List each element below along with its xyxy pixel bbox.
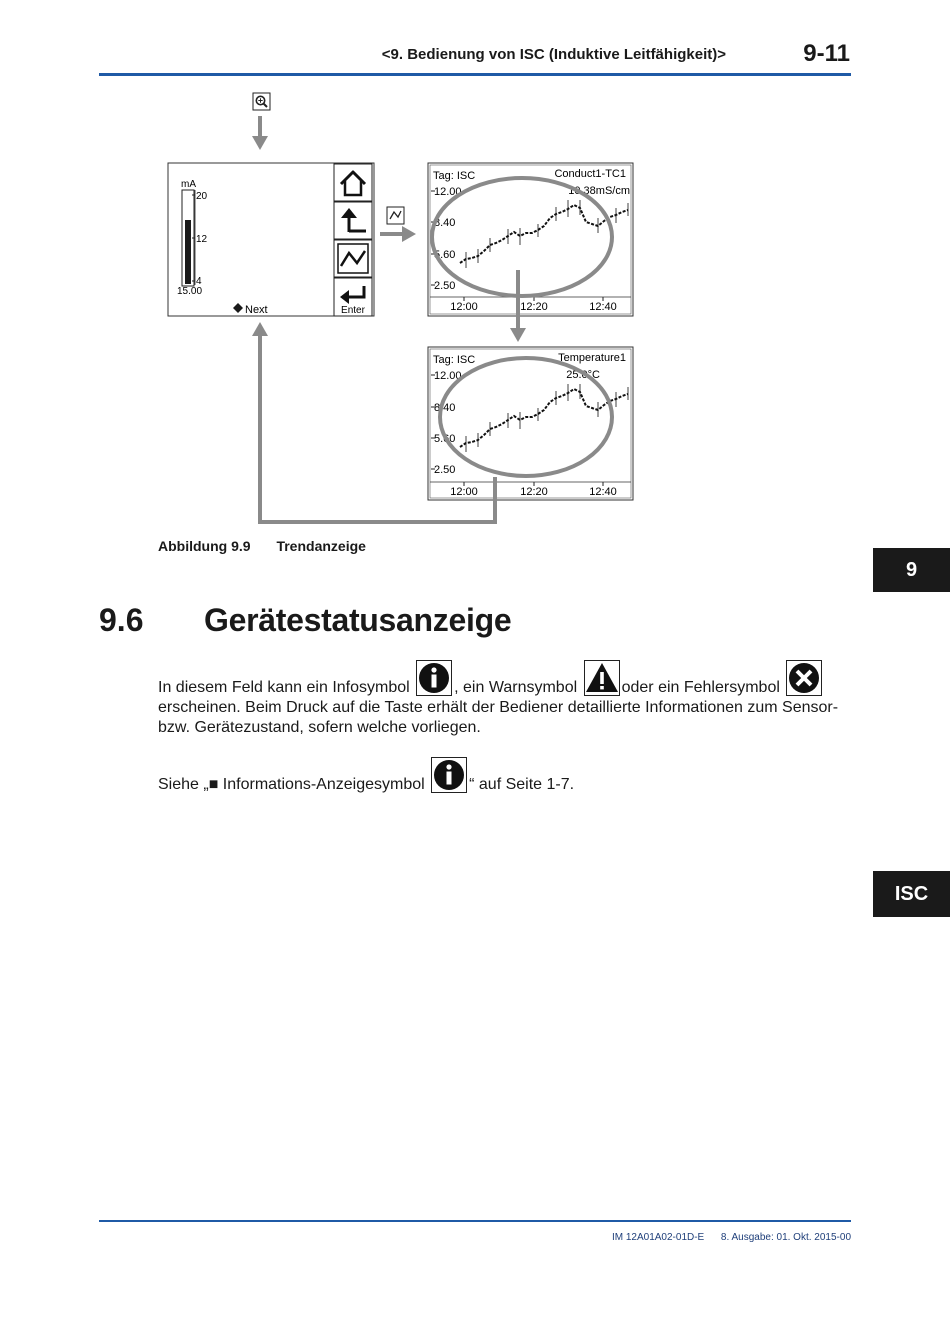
trend1-channel: Conduct1-TC1 [554, 168, 626, 180]
trend2-xtick-1: 12:20 [520, 486, 548, 498]
chapter-tab[interactable]: 9 [873, 548, 950, 592]
trend-panel-temperature [428, 347, 633, 500]
scale-min: 4 [196, 276, 202, 287]
trend-icon-small [387, 207, 404, 224]
footer [560, 1232, 851, 1243]
trend2-ytick-3: 2.50 [434, 464, 456, 476]
trend2-channel: Temperature1 [558, 352, 626, 364]
trend1-ytick-3: 2.50 [434, 280, 456, 292]
home-button[interactable] [334, 164, 372, 201]
zoom-icon [253, 93, 270, 110]
p1-text-4: erscheinen. Beim Druck auf die Taste erhält der Bediener detaillierte Informationen zum Sensor- bzw. Gerätezustand, sofern welche vorliegen. [158, 699, 839, 736]
error-icon [786, 660, 822, 696]
trend1-xtick-1: 12:20 [520, 301, 548, 313]
trend1-tag: Tag: ISC [433, 170, 476, 182]
figure-caption-title: Trendanzeige [276, 538, 366, 554]
trend1-xtick-0: 12:00 [450, 301, 478, 313]
trend2-reading: 25.0°C [566, 369, 600, 381]
trend2-ytick-1: 8.40 [434, 402, 456, 414]
trend1-xtick-2: 12:40 [589, 301, 617, 313]
scale-max: 20 [196, 191, 208, 202]
current-value: 15.00 [177, 286, 203, 297]
warning-icon [584, 660, 620, 696]
info-icon-reference [431, 757, 467, 793]
p2-text-1: Siehe „■ Informations-Anzeigesymbol [158, 776, 425, 793]
p1-text-1: In diesem Feld kann ein Infosymbol [158, 679, 410, 696]
trend-figure [0, 0, 950, 540]
main-screen [168, 163, 374, 316]
footer-rule [99, 1220, 851, 1222]
p2-text-2: “ auf Seite 1-7. [469, 776, 575, 793]
trend2-ytick-0: 12.00 [434, 370, 462, 382]
trend2-tag: Tag: ISC [433, 354, 476, 366]
trend-button[interactable] [334, 240, 372, 277]
section-title: Gerätestatusanzeige [204, 602, 512, 638]
trend1-ytick-1: 8.40 [434, 217, 456, 229]
running-header-title: <9. Bedienung von ISC (Induktive Leitfähigkeit)> [381, 46, 726, 63]
figure-caption [158, 538, 366, 554]
trend1-reading: 10.38mS/cm [568, 185, 630, 197]
p1-text-3: oder ein Fehlersymbol [621, 679, 780, 696]
trend-panel-conductivity [428, 163, 633, 316]
footer-doc-id: IM 12A01A02-01D-E [611, 1232, 705, 1243]
unit-label: mA [181, 179, 196, 190]
trend1-ytick-0: 12.00 [434, 186, 462, 198]
trend1-ytick-2: 5.60 [434, 249, 456, 261]
back-button[interactable] [334, 202, 372, 239]
trend2-xtick-2: 12:40 [589, 486, 617, 498]
p1-text-2: , ein Warnsymbol [454, 679, 578, 696]
paragraph-reference [158, 757, 848, 795]
trend2-xtick-0: 12:00 [450, 486, 478, 498]
info-icon [416, 660, 452, 696]
trend2-ytick-2: 5.60 [434, 433, 456, 445]
figure-caption-label: Abbildung 9.9 [158, 538, 251, 554]
paragraph-status [158, 660, 848, 738]
scale-mid: 12 [196, 234, 208, 245]
page-number: 9-11 [803, 40, 850, 67]
footer-edition: 8. Ausgabe: 01. Okt. 2015-00 [720, 1232, 851, 1243]
section-number: 9.6 [99, 602, 144, 638]
enter-button[interactable] [334, 278, 372, 316]
next-label: Next [245, 304, 268, 316]
section-tab-isc[interactable]: ISC [873, 871, 950, 917]
enter-label: Enter [341, 305, 365, 316]
